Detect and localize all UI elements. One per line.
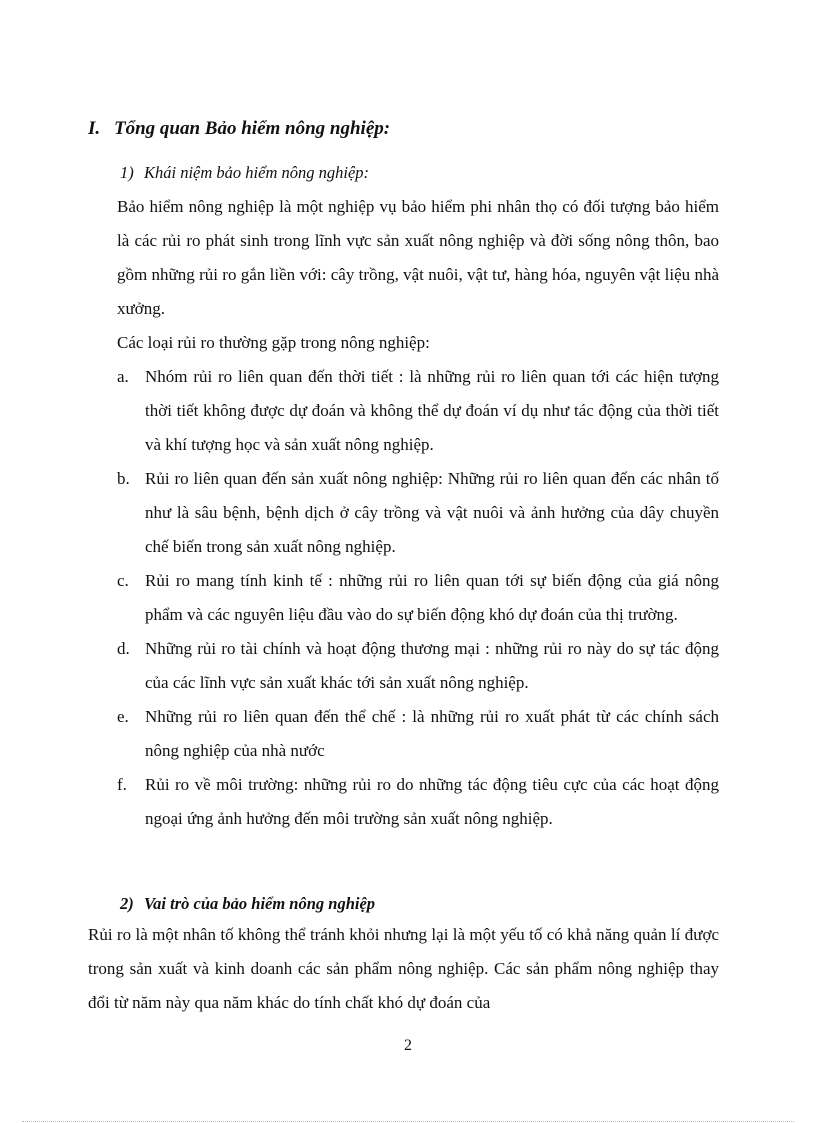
list-item bbox=[117, 462, 719, 564]
list-item-text: Rủi ro về môi trường: những rủi ro do những tác động tiêu cực của các hoạt động ngoại ứng ảnh hưởng đến môi trường sản xuất nông nghiệp. bbox=[145, 775, 719, 828]
list-marker: d. bbox=[117, 639, 130, 658]
page-bottom-divider bbox=[22, 1121, 794, 1122]
list-marker: f. bbox=[117, 775, 127, 794]
list-item-text: Rủi ro mang tính kinh tế : những rủi ro liên quan tới sự biến động của giá nông phẩm và các nguyên liệu đầu vào do sự biến động khó dự đoán của thị trường. bbox=[145, 571, 719, 624]
list-item-text: Rủi ro liên quan đến sản xuất nông nghiệp: Những rủi ro liên quan đến các nhân tố như là sâu bệnh, bệnh dịch ở cây trồng và vật nuôi và ảnh hưởng của dây chuyền chế biến trong sản xuất nông nghiệp. bbox=[145, 469, 719, 556]
risk-type-list bbox=[117, 360, 719, 836]
list-item bbox=[117, 700, 719, 768]
heading-number: I. bbox=[88, 118, 101, 139]
section-2-title: Vai trò của bảo hiểm nông nghiệp bbox=[144, 894, 376, 913]
section-1-paragraph-2: Các loại rủi ro thường gặp trong nông nghiệp: bbox=[117, 333, 430, 352]
list-item bbox=[117, 768, 719, 836]
heading-title: Tổng quan Bảo hiểm nông nghiệp: bbox=[114, 118, 391, 139]
section-2-number: 2) bbox=[120, 894, 134, 913]
section-2-paragraph: Rủi ro là một nhân tố không thể tránh khỏi nhưng lại là một yếu tố có khả năng quản lí được trong sản xuất và kinh doanh các sản phẩm nông nghiệp. Các sản phẩm nông nghiệp thay đổi từ năm này qua năm khác do tính chất khó dự đoán của bbox=[88, 925, 719, 1012]
section-1-title: Khái niệm bảo hiểm nông nghiệp: bbox=[144, 163, 370, 182]
list-marker: b. bbox=[117, 469, 130, 488]
page-number: 2 bbox=[404, 1037, 412, 1054]
section-1-number: 1) bbox=[120, 163, 134, 182]
list-item bbox=[117, 564, 719, 632]
list-item-text: Những rủi ro tài chính và hoạt động thương mại : những rủi ro này do sự tác động của các lĩnh vực sản xuất khác tới sản xuất nông nghiệp. bbox=[145, 639, 719, 692]
section-1-heading bbox=[120, 163, 369, 183]
list-item-text: Những rủi ro liên quan đến thể chế : là những rủi ro xuất phát từ các chính sách nông nghiệp của nhà nước bbox=[145, 707, 719, 760]
section-2-heading bbox=[120, 894, 375, 914]
list-marker: a. bbox=[117, 367, 129, 386]
list-item-text: Nhóm rủi ro liên quan đến thời tiết : là những rủi ro liên quan tới các hiện tượng thời tiết không được dự đoán và không thể dự đoán ví dụ như tác động của thời tiết và khí tượng học và sản xuất nông nghiệp. bbox=[145, 367, 719, 454]
list-item bbox=[117, 632, 719, 700]
list-marker: e. bbox=[117, 707, 129, 726]
list-item bbox=[117, 360, 719, 462]
main-heading bbox=[88, 118, 390, 140]
list-marker: c. bbox=[117, 571, 129, 590]
section-1-paragraph-1: Bảo hiểm nông nghiệp là một nghiệp vụ bảo hiểm phi nhân thọ có đối tượng bảo hiểm là các rủi ro phát sinh trong lĩnh vực sản xuất nông nghiệp và đời sống nông thôn, bao gồm những rủi ro gắn liền với: cây trồng, vật nuôi, vật tư, hàng hóa, nguyên vật liệu nhà xưởng. bbox=[117, 197, 719, 318]
